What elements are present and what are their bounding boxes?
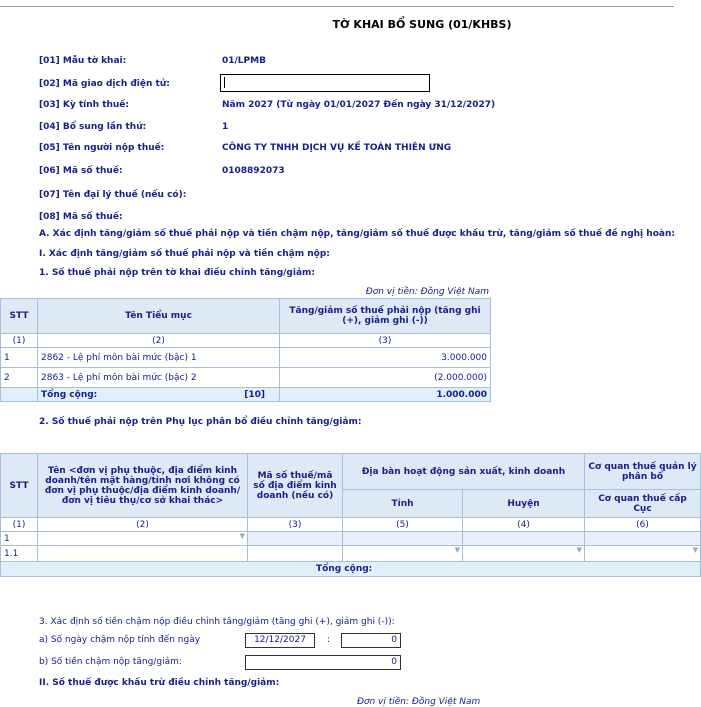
district-select[interactable] [463, 546, 585, 562]
transaction-code-input[interactable] [220, 74, 430, 92]
field-label-tax-code: [06] Mã số thuế: [39, 166, 123, 176]
field-value-supplement: 1 [222, 122, 229, 132]
col-header-province: Tỉnh [343, 490, 463, 518]
section-2-heading: 2. Số thuế phải nộp trên Phụ lục phân bổ điều chỉnh tăng/giảm: [39, 417, 362, 427]
field-value-taxpayer: CÔNG TY TNHH DỊCH VỤ KẾ TOÁN THIÊN ƯNG [222, 143, 452, 153]
code-cell: (5) [343, 518, 463, 532]
row-stt: 1 [1, 532, 38, 546]
chevron-down-icon[interactable]: ▼ [692, 546, 698, 554]
col-header-area: Địa bàn hoạt động sản xuất, kinh doanh [343, 454, 585, 490]
tax-id-cell[interactable] [248, 546, 343, 562]
code-cell: (4) [463, 518, 585, 532]
section-ii-heading: II. Số thuế được khấu trừ điều chỉnh tăng/giảm: [39, 678, 280, 688]
chevron-down-icon[interactable]: ▼ [576, 546, 582, 554]
allocation-table [0, 453, 701, 577]
table-row [1, 532, 701, 546]
agency-select[interactable] [585, 546, 701, 562]
row-amount[interactable]: (2.000.000) [280, 368, 491, 388]
field-label-agent: [07] Tên đại lý thuế (nếu có): [39, 190, 187, 200]
row-stt: 1 [1, 348, 38, 368]
field-label-form: [01] Mẫu tờ khai: [39, 56, 127, 66]
text-caret [224, 77, 225, 88]
code-cell: (1) [1, 518, 38, 532]
field-label-period: [03] Kỳ tính thuế: [39, 100, 130, 110]
code-cell: (2) [38, 518, 248, 532]
code-cell: (2) [38, 334, 280, 348]
field-value-tax-code: 0108892073 [222, 166, 285, 176]
table-row [1, 546, 701, 562]
total-label-cell [38, 388, 280, 402]
late-amount-label: b) Số tiền chậm nộp tăng/giảm: [39, 657, 182, 667]
col-header-stt: STT [1, 299, 38, 334]
code-cell: (3) [248, 518, 343, 532]
province-cell[interactable] [343, 532, 463, 546]
col-header-agency: Cơ quan thuế quản lý phân bổ [585, 454, 701, 490]
late-days-input[interactable]: 0 [341, 633, 401, 648]
col-header-subsection: Tên Tiểu mục [38, 299, 280, 334]
row-stt: 1.1 [1, 546, 38, 562]
field-value-period: Năm 2027 (Từ ngày 01/01/2027 Đến ngày 31/12/2027) [222, 100, 496, 110]
row-amount[interactable]: 3.000.000 [280, 348, 491, 368]
field-label-supplement: [04] Bổ sung lần thứ: [39, 122, 147, 132]
col-header-tax-id: Mã số thuế/mã số địa điểm kinh doanh (nếu có) [248, 454, 343, 518]
field-value-form: 01/LPMB [222, 56, 266, 66]
code-cell: (1) [1, 334, 38, 348]
tax-adjustment-table [0, 298, 491, 402]
code-cell: (3) [280, 334, 491, 348]
field-label-agent-tax-code: [08] Mã số thuế: [39, 212, 123, 222]
unit-name-cell[interactable] [38, 546, 248, 562]
chevron-down-icon[interactable]: ▼ [239, 532, 245, 540]
late-date-input[interactable]: 12/12/2027 [245, 633, 315, 648]
top-divider [0, 6, 674, 7]
unit-name-select[interactable] [38, 532, 248, 546]
field-label-taxpayer: [05] Tên người nộp thuế: [39, 143, 165, 153]
row-subsection[interactable]: 2863 - Lệ phí môn bài mức (bậc) 2 [38, 368, 280, 388]
col-header-stt: STT [1, 454, 38, 518]
province-select[interactable] [343, 546, 463, 562]
row-stt: 2 [1, 368, 38, 388]
chevron-down-icon[interactable]: ▼ [454, 546, 460, 554]
table-row [1, 368, 491, 388]
section-3-heading: 3. Xác định số tiền chậm nộp điều chỉnh tăng/giảm (tăng ghi (+), giảm ghi (-)): [39, 617, 395, 627]
col-header-unit-name: Tên <đơn vị phụ thuộc, địa điểm kinh doanh/tên mặt hàng/tỉnh nơi không có đơn vị phụ thuộc/địa điểm kinh doanh/đơn vị tiêu thụ/cơ sở khai thác> [38, 454, 248, 518]
table-row [1, 348, 491, 368]
row-subsection[interactable]: 2862 - Lệ phí môn bài mức (bậc) 1 [38, 348, 280, 368]
tax-id-cell[interactable] [248, 532, 343, 546]
late-separator: : [327, 635, 331, 645]
section-i-heading: I. Xác định tăng/giảm số thuế phải nộp và tiền chậm nộp: [39, 249, 330, 259]
total-spacer [1, 388, 38, 402]
late-days-label: a) Số ngày chậm nộp tính đến ngày [39, 635, 201, 645]
total-value: 1.000.000 [280, 388, 491, 402]
section-a-heading: A. Xác định tăng/giảm số thuế phải nộp và tiền chậm nộp, tăng/giảm số thuế được khấu trừ, tăng/giảm số thuế đề nghị hoàn: [39, 229, 675, 239]
district-cell[interactable] [463, 532, 585, 546]
currency-unit-2: Đơn vị tiền: Đồng Việt Nam [357, 697, 481, 707]
col-header-agency-level: Cơ quan thuế cấp Cục [585, 490, 701, 518]
total-code: [10] [244, 389, 265, 400]
section-1-heading: 1. Số thuế phải nộp trên tờ khai điều chỉnh tăng/giảm: [39, 268, 315, 278]
currency-unit: Đơn vị tiền: Đồng Việt Nam [365, 287, 489, 297]
total-label: Tổng cộng: [1, 562, 701, 577]
agency-cell[interactable] [585, 532, 701, 546]
field-label-transaction-code: [02] Mã giao dịch điện tử: [39, 79, 170, 89]
late-amount-input[interactable]: 0 [245, 655, 401, 670]
col-header-district: Huyện [463, 490, 585, 518]
code-cell: (6) [585, 518, 701, 532]
col-header-adjustment: Tăng/giảm số thuế phải nộp (tăng ghi (+), giảm ghi (-)) [280, 299, 491, 334]
page-title: TỜ KHAI BỔ SUNG (01/KHBS) [332, 18, 512, 31]
total-label: Tổng cộng: [41, 389, 98, 400]
